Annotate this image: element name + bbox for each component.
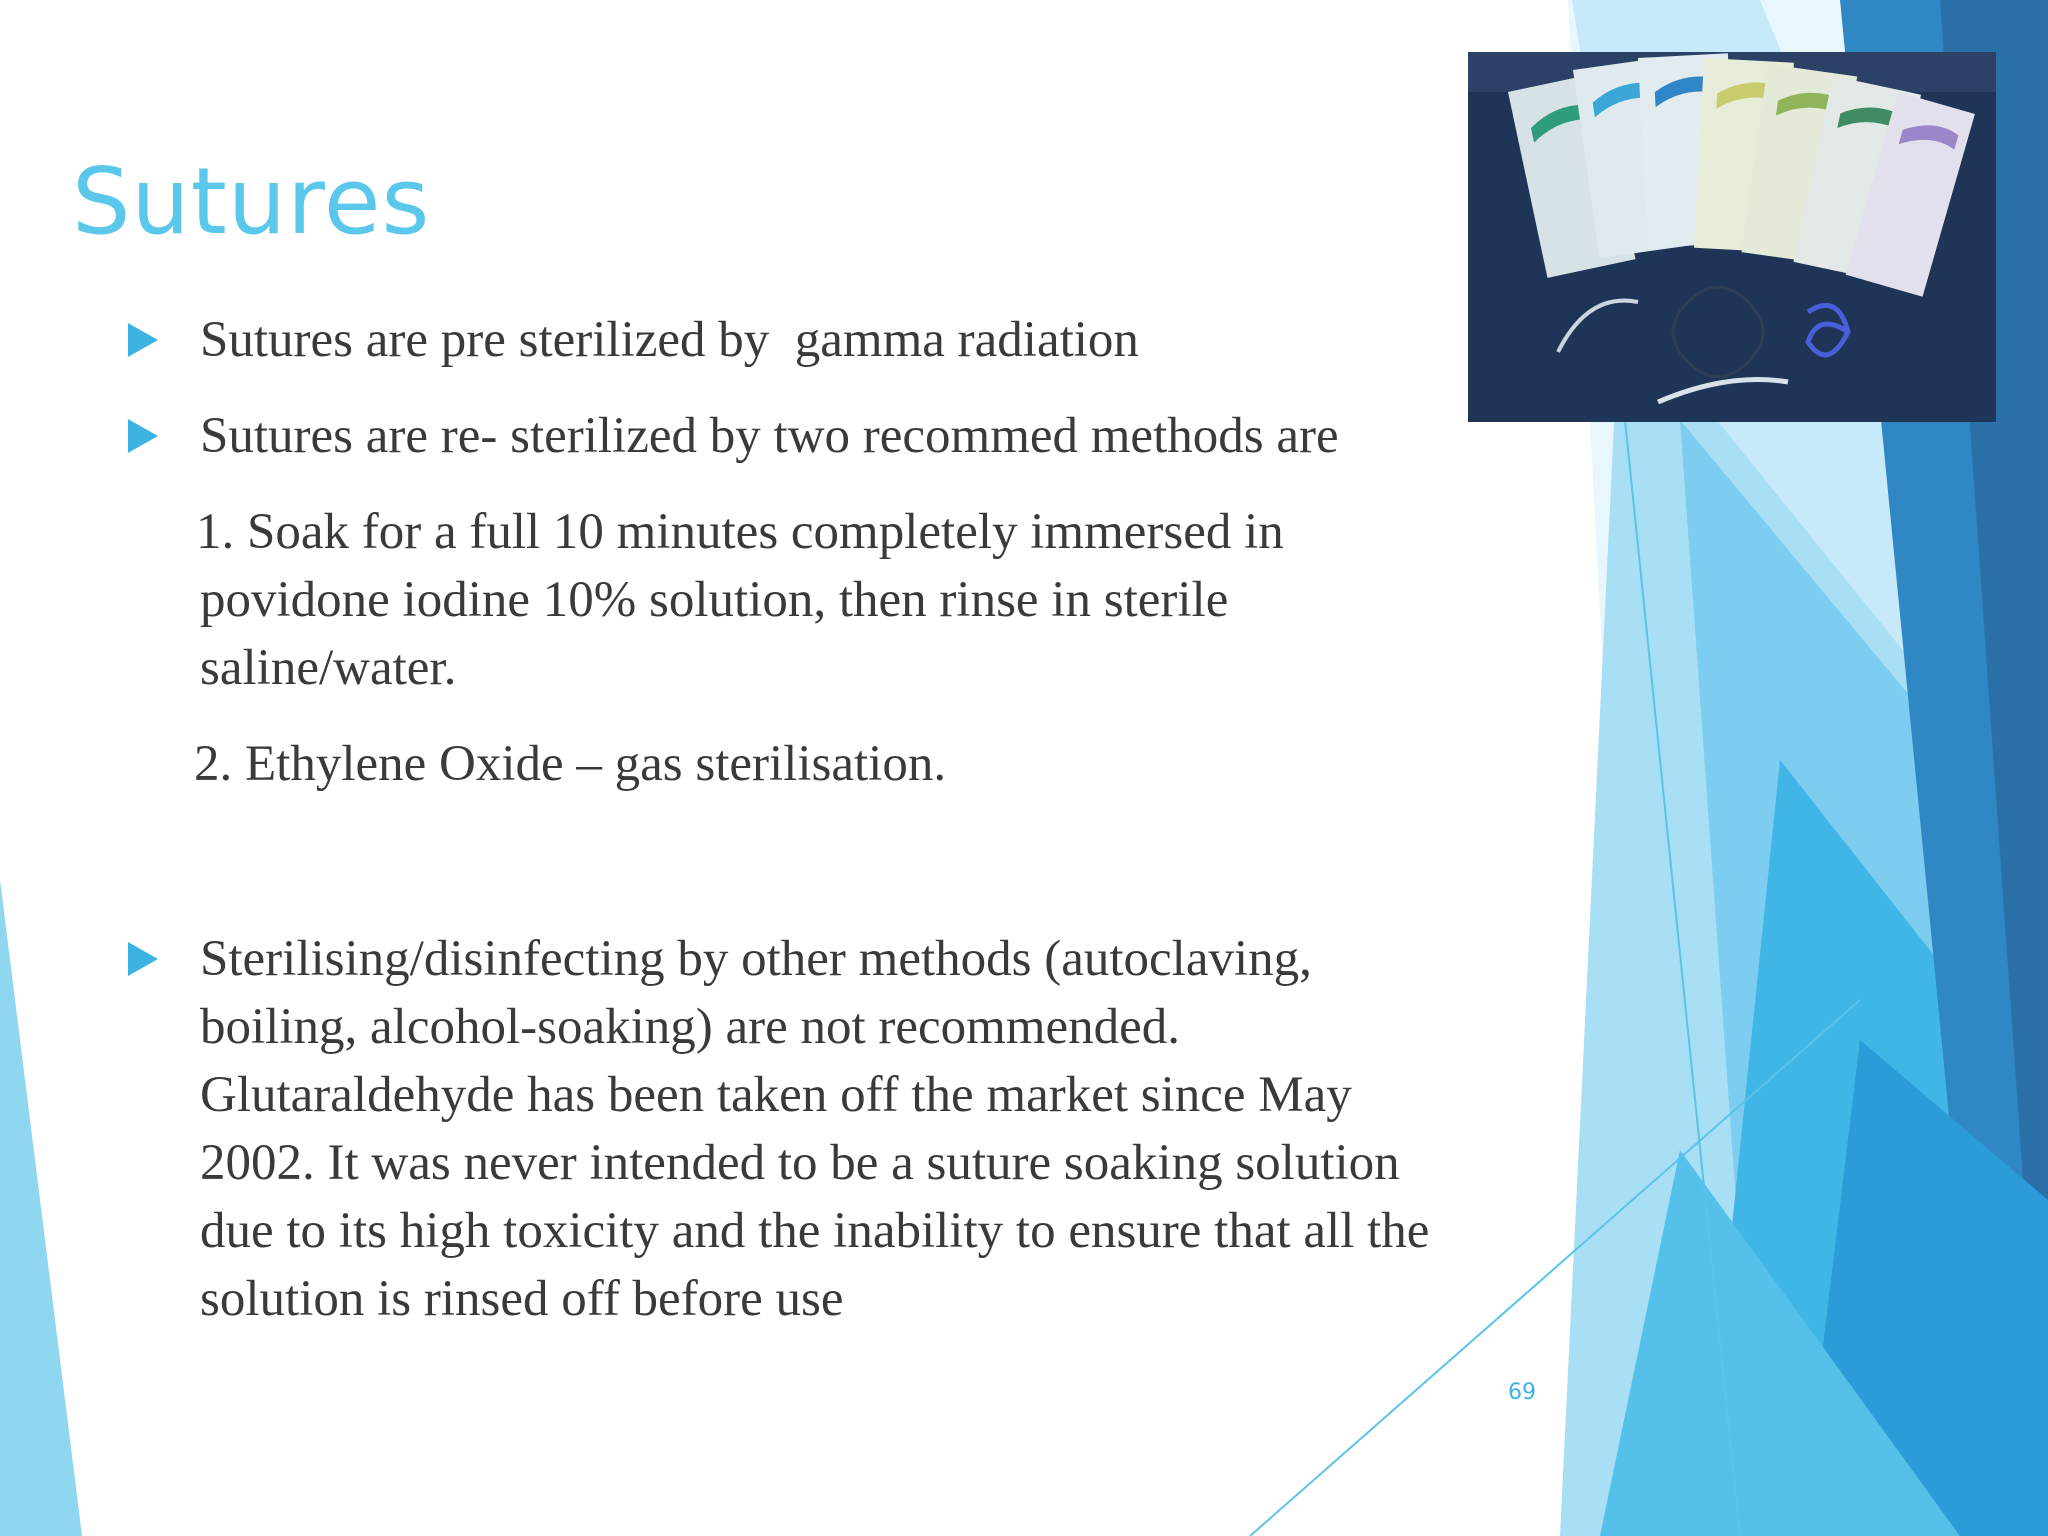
- note-line: solution is rinsed off before use: [200, 1271, 844, 1327]
- page-number: 69: [1508, 1380, 1536, 1405]
- note-line: Glutaraldehyde has been taken off the market since May: [200, 1067, 1352, 1123]
- bullet-item: Sutures are pre sterilized by gamma radiation: [200, 312, 1139, 368]
- note-line: boiling, alcohol-soaking) are not recommended.: [200, 999, 1181, 1055]
- slide-title: Sutures: [72, 148, 431, 255]
- method-1-line: 1. Soak for a full 10 minutes completely immersed in: [196, 504, 1284, 560]
- note-line: Sterilising/disinfecting by other methods (autoclaving,: [200, 931, 1312, 987]
- method-1-line: povidone iodine 10% solution, then rinse in sterile: [200, 572, 1229, 628]
- note-line: 2002. It was never intended to be a suture soaking solution: [200, 1135, 1400, 1191]
- method-2: 2. Ethylene Oxide – gas sterilisation.: [194, 736, 947, 792]
- method-1-line: saline/water.: [200, 640, 457, 696]
- bullet-item: Sutures are re- sterilized by two recommed methods are: [200, 408, 1339, 464]
- bullet-arrow-icon: [128, 419, 158, 453]
- bullet-arrow-icon: [128, 323, 158, 357]
- suture-packets-photo: [1468, 52, 1996, 422]
- bullet-arrow-icon: [128, 942, 158, 976]
- note-line: due to its high toxicity and the inability to ensure that all the: [200, 1203, 1430, 1259]
